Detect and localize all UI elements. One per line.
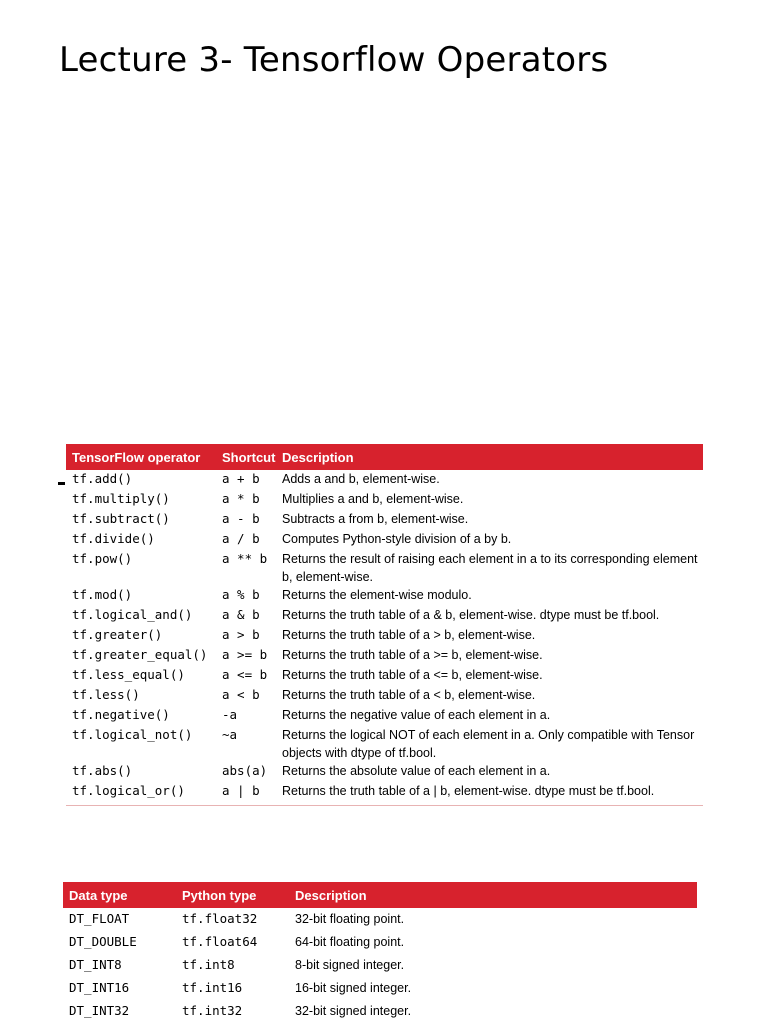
operator-description: Returns the truth table of a <= b, element-wise. bbox=[282, 668, 543, 682]
operator-name: tf.mod() bbox=[72, 587, 133, 602]
operator-shortcut: a <= b bbox=[222, 667, 268, 682]
operator-shortcut: a | b bbox=[216, 782, 276, 806]
table-row bbox=[66, 530, 703, 550]
table-row bbox=[66, 490, 703, 510]
col-header-python-type: Python type bbox=[176, 882, 289, 908]
table-row bbox=[66, 510, 703, 530]
operator-shortcut: a < b bbox=[222, 687, 260, 702]
operator-name: tf.greater() bbox=[72, 627, 163, 642]
data-type-description: 8-bit signed integer. bbox=[295, 958, 405, 972]
operator-name: tf.less() bbox=[72, 687, 140, 702]
operator-shortcut: abs(a) bbox=[222, 763, 268, 778]
operator-shortcut: a > b bbox=[222, 627, 260, 642]
operator-name: tf.subtract() bbox=[72, 511, 170, 526]
table-row bbox=[66, 686, 703, 706]
table-row bbox=[66, 626, 703, 646]
operator-description: Returns the negative value of each element in a. bbox=[282, 708, 551, 722]
data-type-name: DT_FLOAT bbox=[69, 911, 130, 926]
operator-name: tf.logical_not() bbox=[72, 727, 193, 742]
operator-name: tf.pow() bbox=[72, 551, 133, 566]
data-type-description: 32-bit floating point. bbox=[295, 912, 405, 926]
data-type-name: DT_INT32 bbox=[69, 1003, 130, 1018]
table-row bbox=[66, 470, 703, 490]
col-header-shortcut: Shortcut bbox=[216, 444, 276, 470]
data-types-table-header bbox=[63, 882, 697, 908]
operator-description: Multiplies a and b, element-wise. bbox=[282, 492, 464, 506]
operator-name: tf.logical_and() bbox=[72, 607, 193, 622]
bullet-dash bbox=[58, 482, 65, 485]
operator-description: Returns the result of raising each element in a to its corresponding element b, element-wise. bbox=[282, 552, 698, 584]
data-types-table bbox=[63, 882, 697, 1023]
operator-name: tf.abs() bbox=[72, 763, 133, 778]
python-type-name: tf.int32 bbox=[182, 1003, 243, 1018]
col-header-data-type: Data type bbox=[63, 882, 176, 908]
operator-shortcut: a - b bbox=[222, 511, 260, 526]
table-row bbox=[63, 908, 697, 931]
operator-shortcut: a + b bbox=[222, 471, 260, 486]
operator-description: Returns the absolute value of each element in a. bbox=[282, 764, 551, 778]
operator-description: Returns the logical NOT of each element in a. Only compatible with Tensor objects with dtype of tf.bool. bbox=[282, 728, 695, 760]
operator-description: Returns the truth table of a > b, element-wise. bbox=[282, 628, 536, 642]
operator-name: tf.multiply() bbox=[72, 491, 170, 506]
operator-name: tf.add() bbox=[72, 471, 133, 486]
operator-name: tf.greater_equal() bbox=[72, 647, 208, 662]
operator-description: Returns the truth table of a < b, element-wise. bbox=[282, 688, 536, 702]
operator-description: Returns the truth table of a | b, element-wise. dtype must be tf.bool. bbox=[276, 782, 703, 806]
python-type-name: tf.int8 bbox=[182, 957, 235, 972]
operator-shortcut: a & b bbox=[222, 607, 260, 622]
operator-name: tf.less_equal() bbox=[72, 667, 185, 682]
operator-shortcut: a % b bbox=[222, 587, 260, 602]
operator-shortcut: a >= b bbox=[222, 647, 268, 662]
python-type-name: tf.float64 bbox=[182, 934, 258, 949]
operator-description: Returns the truth table of a >= b, element-wise. bbox=[282, 648, 543, 662]
data-type-name: DT_INT8 bbox=[69, 957, 122, 972]
table-row bbox=[63, 931, 697, 954]
data-type-name: DT_INT16 bbox=[69, 980, 130, 995]
slide-title: Lecture 3- Tensorflow Operators bbox=[59, 40, 609, 80]
table-row bbox=[66, 762, 703, 782]
operator-description: Subtracts a from b, element-wise. bbox=[282, 512, 469, 526]
operator-name: tf.divide() bbox=[72, 531, 155, 546]
python-type-name: tf.int16 bbox=[182, 980, 243, 995]
operator-shortcut: a * b bbox=[222, 491, 260, 506]
data-type-description: 64-bit floating point. bbox=[295, 935, 405, 949]
table-row bbox=[66, 586, 703, 606]
data-type-name: DT_DOUBLE bbox=[69, 934, 137, 949]
operator-description: Computes Python-style division of a by b. bbox=[282, 532, 512, 546]
table-row bbox=[66, 782, 703, 806]
data-type-description: 32-bit signed integer. bbox=[295, 1004, 412, 1018]
table-row bbox=[63, 954, 697, 977]
operator-description: Returns the element-wise modulo. bbox=[282, 588, 472, 602]
operators-table-header bbox=[66, 444, 703, 470]
col-header-description: Description bbox=[289, 882, 697, 908]
table-row bbox=[63, 1000, 697, 1023]
table-row bbox=[66, 726, 703, 762]
table-row bbox=[66, 706, 703, 726]
python-type-name: tf.float32 bbox=[182, 911, 258, 926]
operator-description: Returns the truth table of a & b, element-wise. dtype must be tf.bool. bbox=[282, 608, 660, 622]
col-header-description: Description bbox=[276, 444, 703, 470]
operator-name: tf.logical_or() bbox=[66, 782, 216, 806]
data-type-description: 16-bit signed integer. bbox=[295, 981, 412, 995]
col-header-operator: TensorFlow operator bbox=[66, 444, 216, 470]
table-row bbox=[63, 977, 697, 1000]
operators-table bbox=[66, 444, 703, 806]
operator-shortcut: -a bbox=[222, 707, 238, 722]
table-row bbox=[66, 606, 703, 626]
operator-shortcut: ~a bbox=[222, 727, 238, 742]
operator-name: tf.negative() bbox=[72, 707, 170, 722]
operator-shortcut: a ** b bbox=[222, 551, 268, 566]
table-row bbox=[66, 646, 703, 666]
table-row bbox=[66, 550, 703, 586]
operator-description: Adds a and b, element-wise. bbox=[282, 472, 440, 486]
operator-shortcut: a / b bbox=[222, 531, 260, 546]
table-row bbox=[66, 666, 703, 686]
